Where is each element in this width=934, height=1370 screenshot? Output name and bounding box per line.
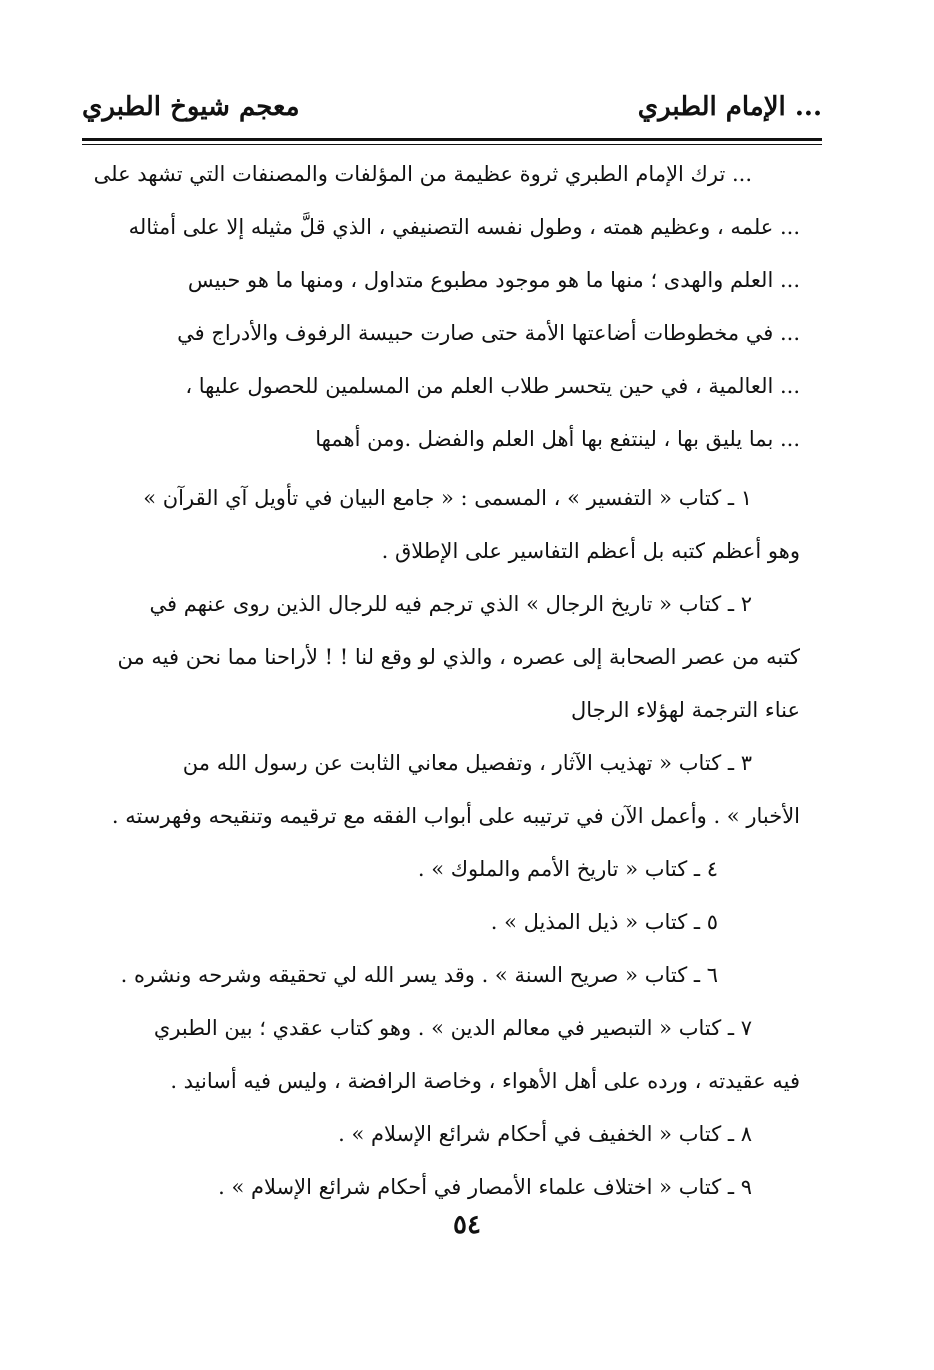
list-item-8: ٨ ـ كتاب « الخفيف في أحكام شرائع الإسلام » . (338, 1122, 752, 1146)
header-book-title: معجم شيوخ الطبري (82, 92, 300, 122)
text-line: فيه عقيدته ، ورده على أهل الأهواء ، وخاصة الرافضة ، وليس فيه أسانيد . (170, 1069, 800, 1093)
text-line: الأخبار » . وأعمل الآن في ترتيبه على أبواب الفقه مع ترقيمه وتنقيحه وفهرسته . (111, 804, 800, 828)
running-header (82, 92, 822, 138)
list-item-7: ٧ ـ كتاب « التبصير في معالم الدين » . وهو كتاب عقدي ؛ بين الطبري (153, 1016, 752, 1040)
text-line: ... علمه ، وعظيم همته ، وطول نفسه التصنيفي ، الذي قلَّ مثيله إلا على أمثاله (128, 215, 800, 239)
body-text (82, 148, 800, 1214)
list-item-6: ٦ ـ كتاب « صريح السنة » . وقد يسر الله لي تحقيقه وشرحه ونشره . (120, 963, 718, 987)
list-item-3: ٣ ـ كتاب « تهذيب الآثار ، وتفصيل معاني الثابت عن رسول الله من (182, 751, 752, 775)
header-section-title: ... الإمام الطبري (637, 92, 822, 122)
text-line: عناء الترجمة لهؤلاء الرجال (571, 698, 800, 722)
text-line: وهو أعظم كتبه بل أعظم التفاسير على الإطلاق . (381, 539, 800, 563)
text-line: ... بما يليق بها ، لينتفع بها أهل العلم والفضل .ومن أهمها (315, 427, 800, 451)
text-line: ... ترك الإمام الطبري ثروة عظيمة من المؤلفات والمصنفات التي تشهد على (93, 162, 752, 186)
text-line: ... في مخطوطات أضاعتها الأمة حتى صارت حبيسة الرفوف والأدراج في (177, 321, 800, 345)
header-rule-thick (82, 138, 822, 141)
list-item-5: ٥ ـ كتاب « ذيل المذيل » . (490, 910, 718, 934)
page-number: ٥٤ (453, 1210, 481, 1240)
list-item-1: ١ ـ كتاب « التفسير » ، المسمى : « جامع البيان في تأويل آي القرآن » (143, 486, 752, 510)
header-rule-thin (82, 144, 822, 145)
text-line: ... العلم والهدى ؛ منها ما هو موجود مطبوع متداول ، ومنها ما هو حبيس (187, 268, 800, 292)
list-item-2: ٢ ـ كتاب « تاريخ الرجال » الذي ترجم فيه للرجال الذين روى عنهم في (149, 592, 752, 616)
text-line: كتبه من عصر الصحابة إلى عصره ، والذي لو وقع لنا ! ! لأراحنا مما نحن فيه من (117, 645, 800, 669)
list-item-4: ٤ ـ كتاب « تاريخ الأمم والملوك » . (417, 857, 718, 881)
list-item-9: ٩ ـ كتاب « اختلاف علماء الأمصار في أحكام شرائع الإسلام » . (218, 1175, 752, 1199)
text-line: ... العالمية ، في حين يتحسر طلاب العلم من المسلمين للحصول عليها ، (185, 374, 800, 398)
